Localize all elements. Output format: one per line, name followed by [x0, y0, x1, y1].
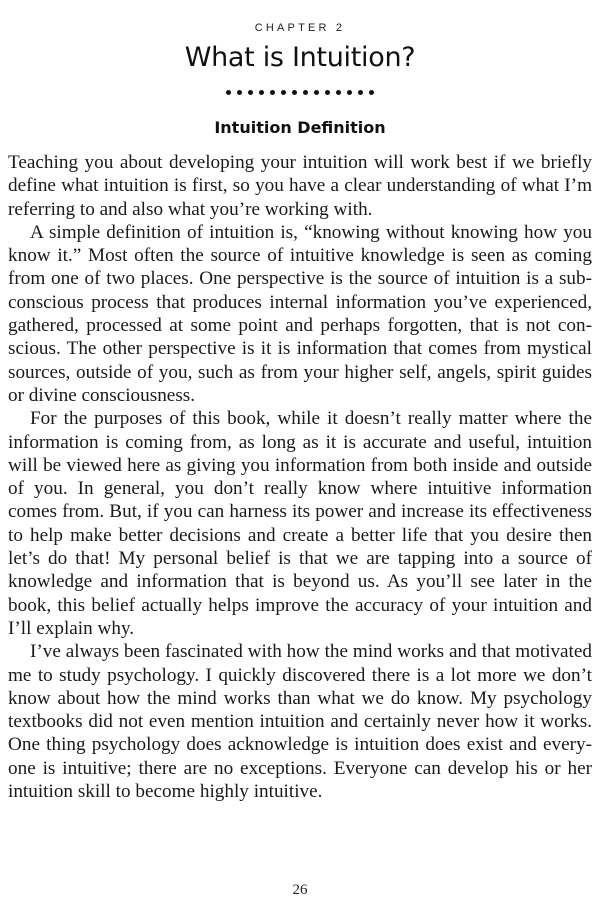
ornament-divider — [226, 90, 374, 95]
ornament-dot — [281, 90, 286, 95]
ornament-dot — [226, 90, 231, 95]
paragraph: A simple definition of intuition is, “knowing without knowing how you know it.” Most often the source of intuitive knowledge is seen as coming from one of two places. One perspective is the source of intuition is a subconscious process that produces internal information you’ve experienced, gathered, processed at some point and perhaps forgotten, that is not conscious. The other perspective is it is information that comes from mystical sources, outside of you, such as from your higher self, angels, spirit guides or divine consciousness. — [8, 221, 592, 406]
paragraph: I’ve always been fascinated with how the mind works and that motivated me to study psychology. I quickly discovered there is a lot more we don’t know about how the mind works than what we do know. My psychology textbooks did not even mention intuition and certainly never how it works. One thing psychology does acknowledge is intuition does exist and everyone is intuitive; there are no exceptions. Everyone can develop his or her intuition skill to become highly intuitive. — [8, 641, 592, 803]
section-heading: Intuition Definition — [214, 118, 386, 137]
ornament-dot — [292, 90, 297, 95]
paragraph: Teaching you about developing your intuition will work best if we briefly define what intuition is first, so you have a clear understanding of what I’m referring to and also what you’re working with. — [8, 152, 592, 220]
ornament-dot — [248, 90, 253, 95]
chapter-label: CHAPTER 2 — [254, 22, 346, 34]
ornament-dot — [259, 90, 264, 95]
page-number: 26 — [292, 882, 308, 898]
paragraph: For the purposes of this book, while it doesn’t really matter where the information is coming from, as long as it is accurate and useful, intuition will be viewed here as giving you information from both inside and outside of you. In general, you don’t really know where intuitive information comes from. But, if you can harness its power and increase its effectiveness to help make better decisions and create a better life that you desire then let’s do that! My personal belief is that we are tapping into a source of knowledge and information that is beyond us. As you’ll see later in the book, this belief actually helps improve the accuracy of your intuition and I’ll explain why. — [8, 408, 592, 639]
ornament-dot — [369, 90, 374, 95]
ornament-dot — [358, 90, 363, 95]
ornament-dot — [303, 90, 308, 95]
ornament-dot — [325, 90, 330, 95]
ornament-dot — [270, 90, 275, 95]
ornament-dot — [347, 90, 352, 95]
ornament-dot — [237, 90, 242, 95]
ornament-dot — [314, 90, 319, 95]
ornament-dot — [336, 90, 341, 95]
body-text — [8, 151, 592, 803]
chapter-title: What is Intuition? — [184, 42, 416, 73]
